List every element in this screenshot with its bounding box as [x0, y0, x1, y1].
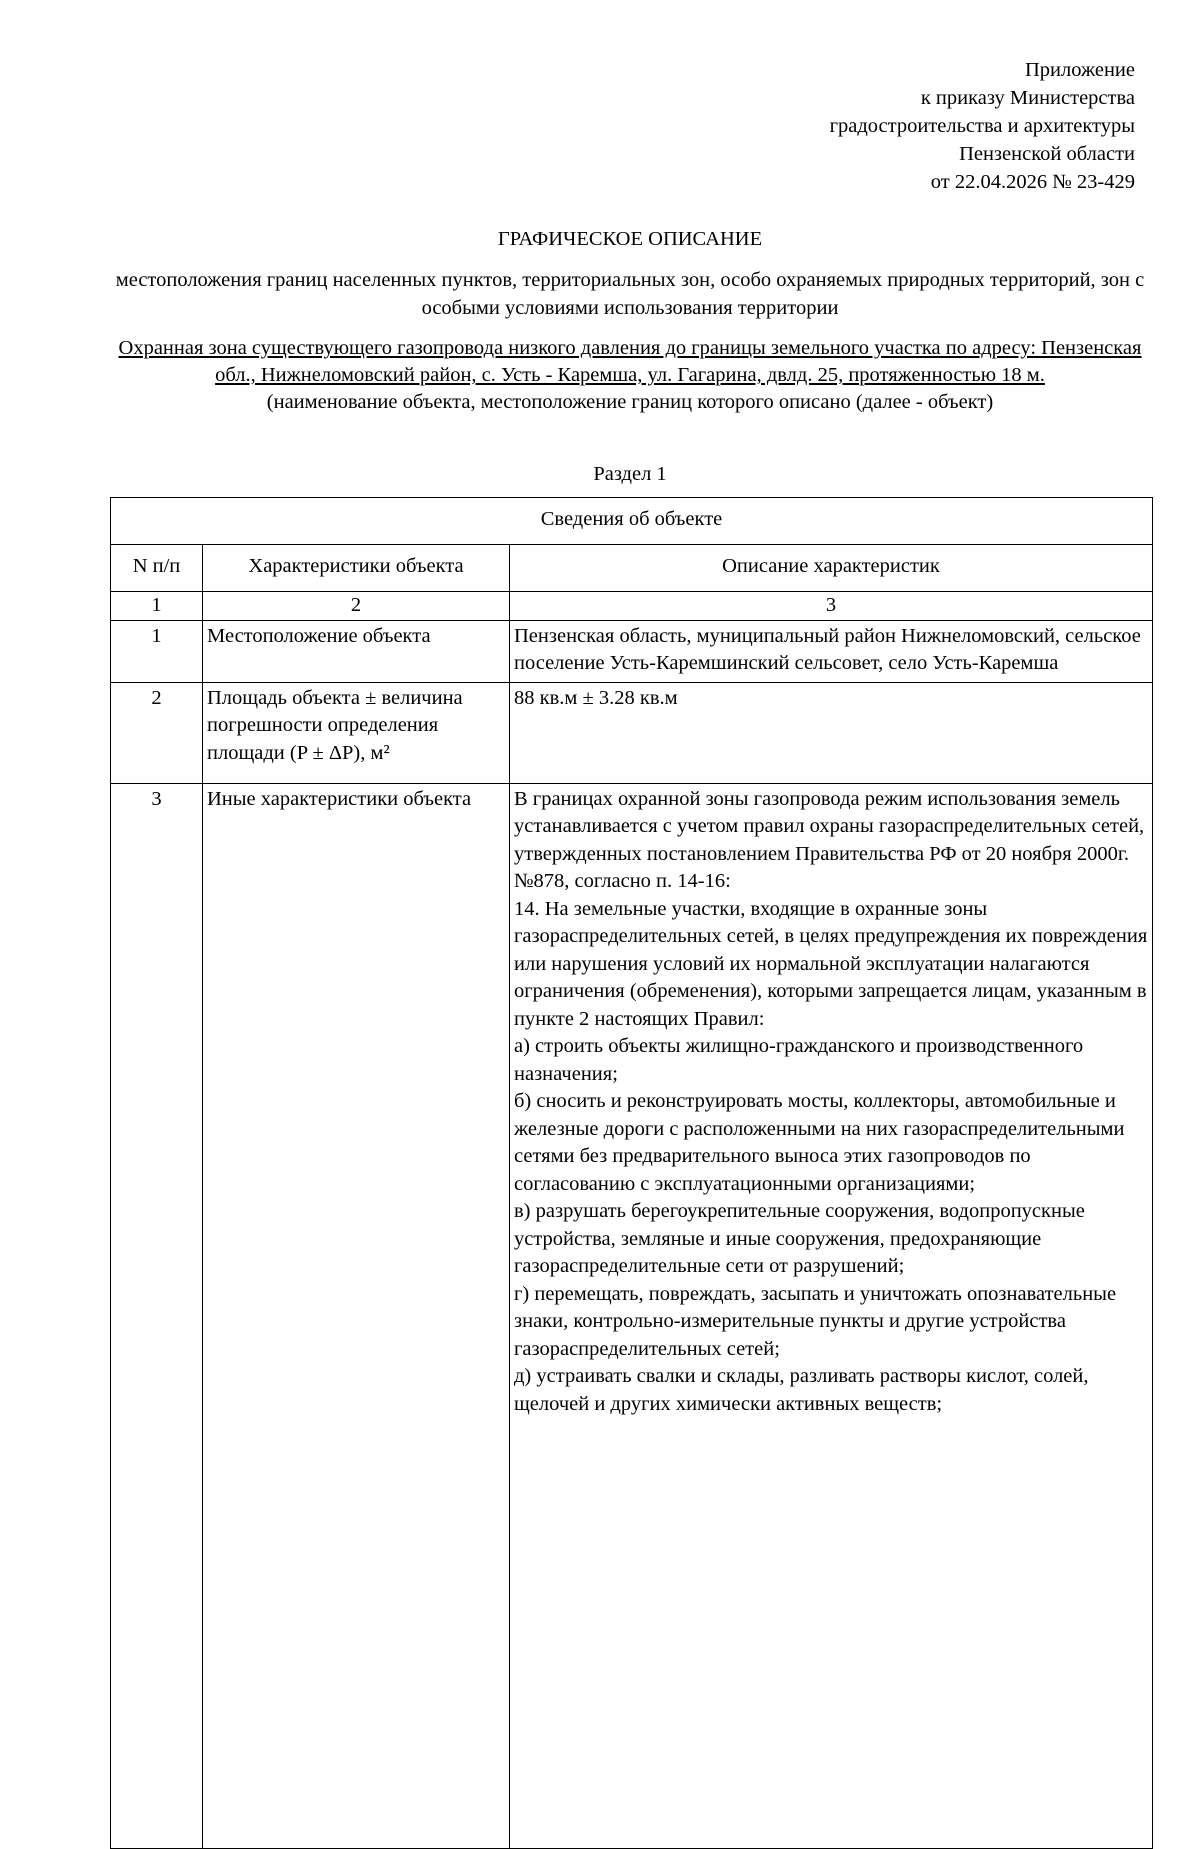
table-header-number: N п/п	[111, 545, 203, 592]
description-paragraph: 14. На земельные участки, входящие в охранные зоны газораспределительных сетей, в целях предупреждения их повреждения или нарушения условий их нормальной эксплуатации налагаются ограничения (обременения), которыми запрещается лицам, указанным в пункте 2 настоящих Правил:	[514, 897, 1148, 1030]
row-number: 1	[111, 620, 203, 682]
document-subtitle: местоположения границ населенных пунктов, территориальных зон, особо охраняемых природных территорий, зон с особыми условиями использования территории	[115, 269, 1145, 319]
row-characteristic: Местоположение объекта	[203, 620, 510, 682]
table-row	[111, 620, 1153, 682]
object-name-block	[110, 335, 1150, 416]
document-title: ГРАФИЧЕСКОЕ ОПИСАНИЕ	[497, 228, 763, 250]
description-paragraph: В границах охранной зоны газопровода режим использования земель устанавливается с учетом правил охраны газораспределительных сетей, утвержденных постановлением Правительства РФ от 20 ноября 2000г. №878, согласно п. 14-16:	[514, 787, 1145, 892]
appendix-block	[830, 56, 1135, 196]
column-number: 3	[510, 592, 1153, 621]
description-paragraph: а) строить объекты жилищно-гражданского и производственного назначения;	[514, 1035, 1084, 1085]
appendix-line: Приложение	[1024, 59, 1135, 81]
row-description	[510, 783, 1153, 1848]
description-paragraph: д) устраивать свалки и склады, разливать растворы кислот, солей, щелочей и других химически активных веществ;	[514, 1365, 1089, 1415]
description-paragraph: в) разрушать берегоукрепительные сооружения, водопропускные устройства, земляные и иные сооружения, предохраняющие газораспределительные сети от разрушений;	[514, 1200, 1085, 1277]
appendix-line: Пензенской области	[959, 143, 1135, 165]
column-number: 1	[111, 592, 203, 621]
appendix-line: к приказу Министерства	[920, 87, 1135, 109]
table-row	[111, 682, 1153, 783]
row-number: 2	[111, 682, 203, 783]
table-caption: Сведения об объекте	[111, 498, 1153, 545]
description-paragraph: г) перемещать, повреждать, засыпать и уничтожать опознавательные знаки, контрольно-измерительные пункты и другие устройства газораспределительных сетей;	[514, 1282, 1117, 1360]
row-characteristic: Иные характеристики объекта	[203, 783, 510, 1848]
row-characteristic: Площадь объекта ± величина погрешности определения площади (P ± ΔP), м²	[203, 682, 510, 783]
section-heading: Раздел 1	[593, 463, 667, 485]
row-description: 88 кв.м ± 3.28 кв.м	[510, 682, 1153, 783]
description-paragraph: б) сносить и реконструировать мосты, коллекторы, автомобильные и железные дороги с расположенными на них газораспределительными сетями без предварительного выноса этих газопроводов по согласованию с эксплуатационными организациями;	[514, 1090, 1125, 1195]
object-name: Охранная зона существующего газопровода низкого давления до границы земельного участка по адресу: Пензенская обл., Нижнеломовский район, с. Усть - Каремша, ул. Гагарина, двлд. 25, протяженностью 18 м.	[118, 337, 1142, 386]
appendix-line: от 22.04.2026 № 23-429	[930, 171, 1135, 193]
object-info-table	[110, 497, 1153, 1849]
row-description: Пензенская область, муниципальный район Нижнеломовский, сельское поселение Усть-Каремшинский сельсовет, село Усть-Каремша	[510, 620, 1153, 682]
row-number: 3	[111, 783, 203, 1848]
column-number: 2	[203, 592, 510, 621]
table-row	[111, 783, 1153, 1848]
object-name-note: (наименование объекта, местоположение границ которого описано (далее - объект)	[266, 391, 994, 413]
table-header-description: Описание характеристик	[510, 545, 1153, 592]
table-header-characteristics: Характеристики объекта	[203, 545, 510, 592]
appendix-line: градостроительства и архитектуры	[829, 115, 1135, 137]
